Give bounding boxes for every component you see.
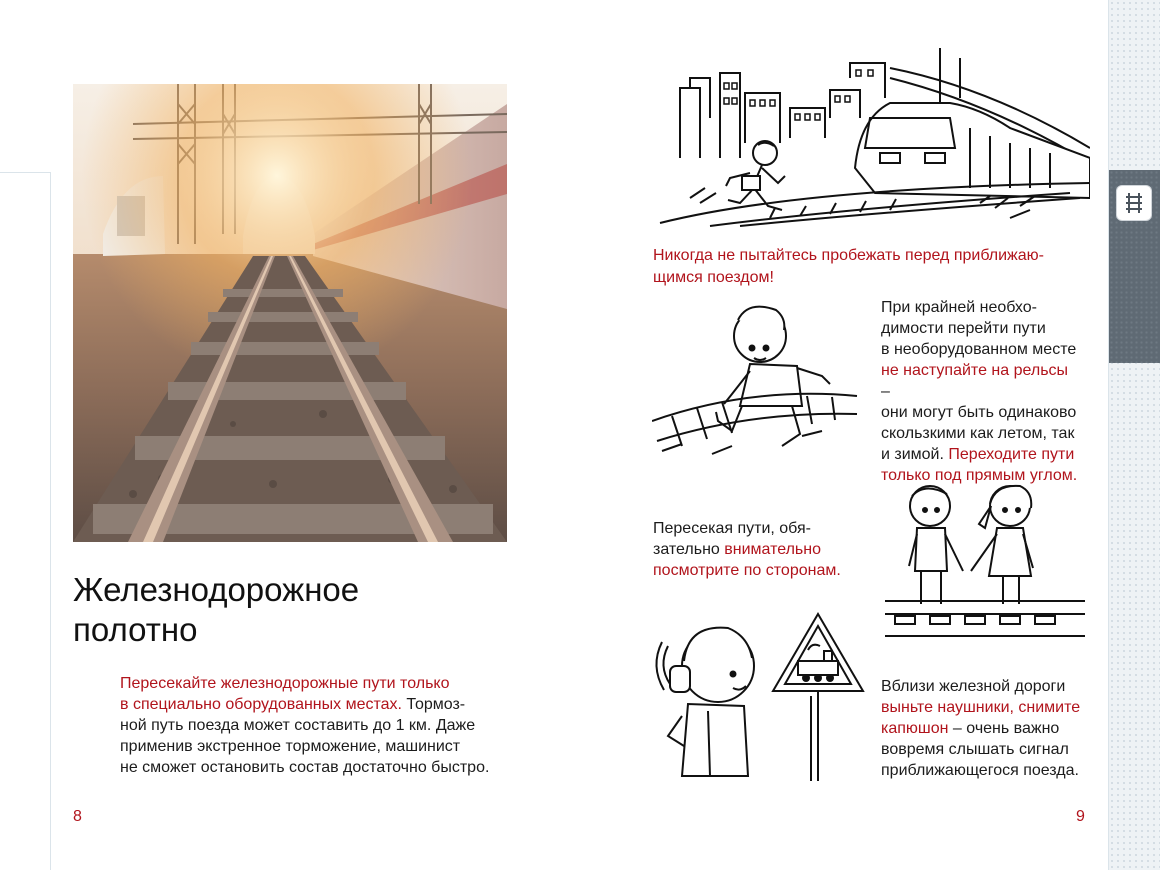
page-frame-top [0,172,51,173]
tip-crossing-unequipped [881,297,1081,486]
railway-photo [73,84,507,542]
tip1-dash: – [881,383,890,400]
page-frame-left [50,172,51,870]
boy-crossing-rails-illustration [652,296,862,466]
paragraph-line-suffix: Тормоз- [401,696,466,713]
page-title-line1: Железнодорожное [73,571,360,608]
paragraph-line: не сможет остановить состав достаточно быстро. [120,759,490,776]
paragraph-line: применив экстренное торможение, машинист [120,738,461,755]
paragraph-line: Пересекайте железнодорожные пути только [120,675,450,692]
tip2-line2-red: внимательно [724,541,821,558]
paragraph-line: ной путь поезда может составить до 1 км. Даже [120,717,476,734]
page-title [73,570,493,650]
page-number-left: 8 [73,808,82,825]
tip1-line7-start: и зимой. [881,446,949,463]
page-title-line2: полотно [73,611,198,648]
paragraph-line: в специально оборудованных местах. [120,696,402,713]
tip2-line-2 [653,539,883,560]
page-number-right: 9 [1076,808,1085,825]
tip1-line7-red: Переходите пути [948,446,1075,463]
railway-tracks-icon [1124,192,1144,214]
tip3-line: приближающегося поезда. [881,762,1079,779]
tip-look-around [653,518,883,581]
warning-line1: Никогда не пытайтесь пробежать перед приближаю- [653,247,1044,264]
tip1-line: При крайней необхо- [881,299,1037,316]
two-kids-on-tracks-illustration [885,476,1085,641]
tip3-line-red: выньте наушники, снимите [881,699,1081,716]
warning-text [653,245,1073,289]
tip2-line-red: посмотрите по сторонам. [653,562,841,579]
tip1-line-red: только под прямым углом. [881,467,1078,484]
tip1-red-phrase: не наступайте на рельсы [881,362,1069,379]
tip3-line-3 [881,718,1101,739]
tip2-line: Пересекая пути, обя- [653,520,811,537]
tip-headphones [881,676,1101,781]
tip1-line: в необорудованном месте [881,341,1077,358]
crossing-rules-paragraph [120,673,520,778]
tip1-line: димости перейти пути [881,320,1046,337]
child-headphones-sign-illustration [648,606,873,781]
warning-line2: щимся поездом! [653,269,774,286]
tip3-line3-red: капюшон [881,720,949,737]
tip3-line: вовремя слышать сигнал [881,741,1069,758]
side-strip [1109,0,1160,870]
tip3-line3-end: – очень важно [948,720,1060,737]
tip1-line: они могут быть одинаково [881,404,1077,421]
railway-section-tab-button[interactable] [1116,185,1152,221]
tip1-line-7 [881,444,1081,465]
tip3-line: Вблизи железной дороги [881,678,1066,695]
running-boy-train-illustration [650,48,1090,228]
tip2-line2-start: зательно [653,541,725,558]
tip1-line-4 [881,360,1081,402]
tip1-line: скользкими как летом, так [881,425,1075,442]
